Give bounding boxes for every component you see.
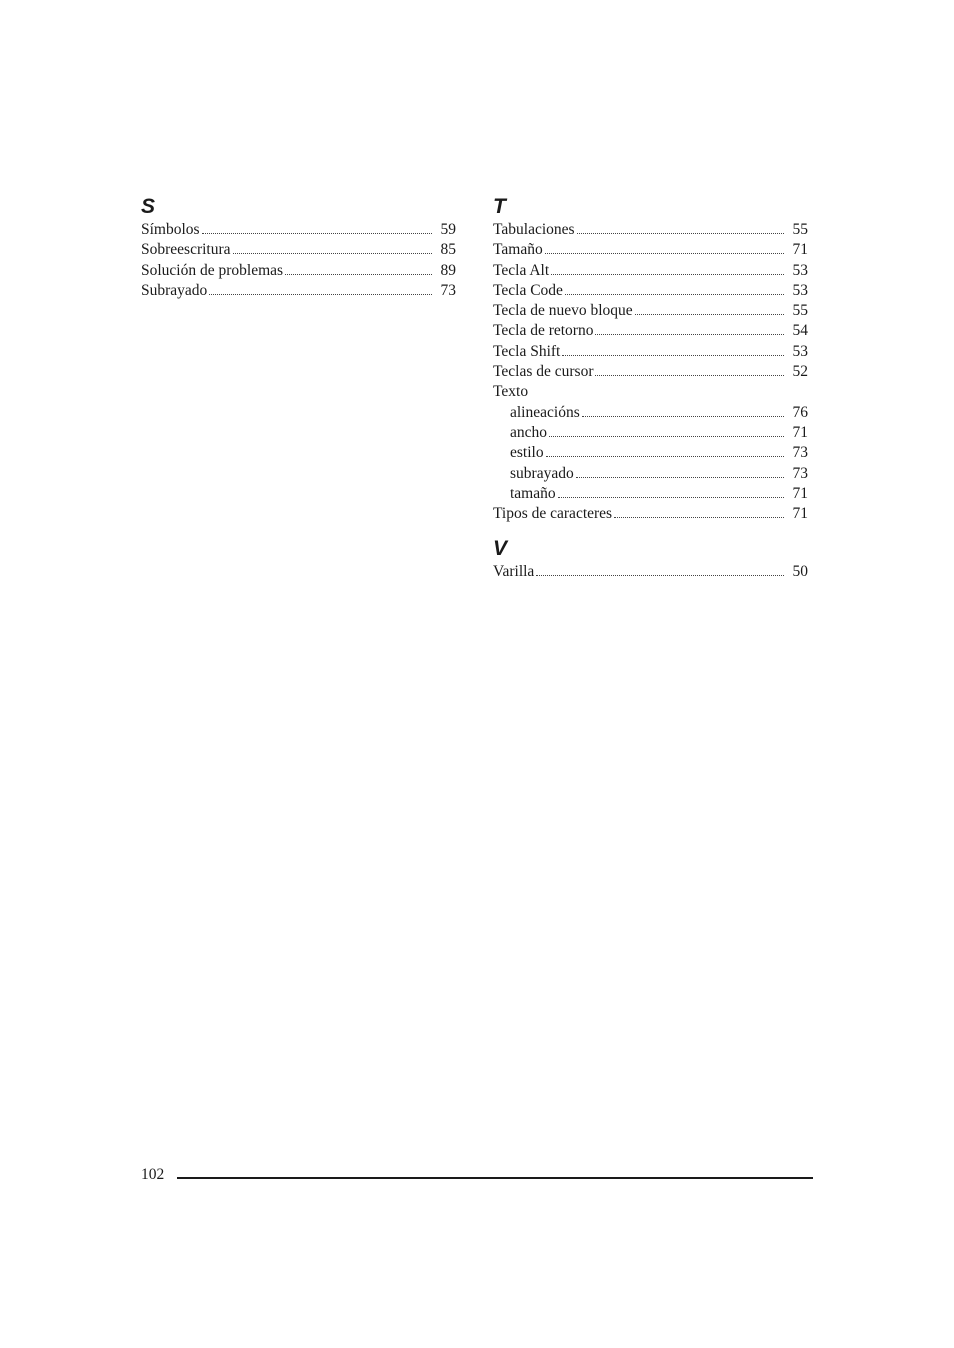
index-entry <box>493 562 808 582</box>
dot-leader <box>577 233 784 234</box>
dot-leader <box>558 497 784 498</box>
index-column-right <box>493 194 808 595</box>
entry-page: 73 <box>792 444 808 462</box>
index-entry <box>493 342 808 362</box>
dot-leader <box>635 314 784 315</box>
page-number: 102 <box>141 1166 165 1183</box>
dot-leader <box>595 375 784 376</box>
entry-label: Teclas de cursor <box>493 363 594 381</box>
entry-label: Tecla Shift <box>493 342 561 360</box>
entry-page: 73 <box>440 281 456 299</box>
entry-page: 52 <box>792 363 808 381</box>
dot-leader <box>551 274 784 275</box>
dot-leader <box>545 253 784 254</box>
dot-leader <box>285 274 432 275</box>
entry-page: 55 <box>792 302 808 320</box>
section-letter: V <box>493 537 508 561</box>
entry-page: 54 <box>792 322 808 340</box>
index-section-v <box>493 536 808 582</box>
entry-label: subrayado <box>510 464 574 482</box>
index-entry <box>493 261 808 281</box>
dot-leader <box>595 334 784 335</box>
dot-leader <box>209 294 432 295</box>
entry-label: Solución de problemas <box>141 261 284 279</box>
dot-leader <box>582 416 784 417</box>
index-subentry <box>493 423 808 443</box>
dot-leader <box>202 233 432 234</box>
index-subentry <box>493 403 808 423</box>
page-footer <box>141 1163 813 1189</box>
section-letter: S <box>141 195 156 218</box>
index-subentry <box>493 443 808 463</box>
entry-label: Tipos de caracteres <box>493 505 613 523</box>
entry-label: Tecla de retorno <box>493 322 594 340</box>
index-entry <box>493 240 808 260</box>
index-section-t <box>493 194 808 524</box>
index-section-s <box>141 194 456 301</box>
dot-leader <box>546 456 784 457</box>
entry-label: Tabulaciones <box>493 221 575 238</box>
index-entry-heading <box>493 382 808 402</box>
entry-page: 71 <box>792 423 808 441</box>
entry-page: 71 <box>792 505 808 523</box>
entry-page: 89 <box>440 261 456 279</box>
entry-page: 71 <box>792 241 808 259</box>
entry-page: 76 <box>792 403 808 421</box>
footer-rule <box>177 1177 813 1179</box>
index-entry <box>493 281 808 301</box>
dot-leader <box>576 477 784 478</box>
entry-label: Tamaño <box>493 241 543 259</box>
entry-page: 50 <box>792 563 808 581</box>
entry-label: Varilla <box>493 563 535 581</box>
entry-page: 71 <box>792 484 808 502</box>
entry-page: 55 <box>792 221 808 238</box>
entry-label: Sobreescritura <box>141 241 231 259</box>
entry-label: Tecla Code <box>493 281 563 299</box>
entry-label: Tecla Alt <box>493 261 550 279</box>
index-entry <box>141 281 456 301</box>
index-entry <box>493 504 808 524</box>
index-subentry <box>493 464 808 484</box>
index-column-left <box>141 194 456 313</box>
entry-page: 53 <box>792 261 808 279</box>
dot-leader <box>565 294 784 295</box>
entry-label: Símbolos <box>141 221 200 238</box>
index-entry <box>141 240 456 260</box>
index-entry <box>493 301 808 321</box>
entry-page: 85 <box>440 241 456 259</box>
index-entry <box>493 321 808 341</box>
entry-page: 53 <box>792 281 808 299</box>
index-entry <box>141 220 456 240</box>
index-entry <box>493 362 808 382</box>
entry-label: estilo <box>510 444 544 462</box>
section-letter: T <box>493 195 506 218</box>
index-entry <box>141 261 456 281</box>
entry-label: Texto <box>493 383 529 401</box>
dot-leader <box>233 253 432 254</box>
dot-leader <box>562 355 784 356</box>
index-entry <box>493 220 808 240</box>
entry-label: alineacións <box>510 403 580 421</box>
entry-label: ancho <box>510 423 548 441</box>
dot-leader <box>614 517 784 518</box>
entry-page: 53 <box>792 342 808 360</box>
entry-label: tamaño <box>510 484 556 502</box>
dot-leader <box>536 575 784 576</box>
entry-label: Subrayado <box>141 281 208 299</box>
dot-leader <box>549 436 784 437</box>
entry-label: Tecla de nuevo bloque <box>493 302 633 320</box>
entry-page: 59 <box>440 221 456 238</box>
entry-page: 73 <box>792 464 808 482</box>
index-subentry <box>493 484 808 504</box>
